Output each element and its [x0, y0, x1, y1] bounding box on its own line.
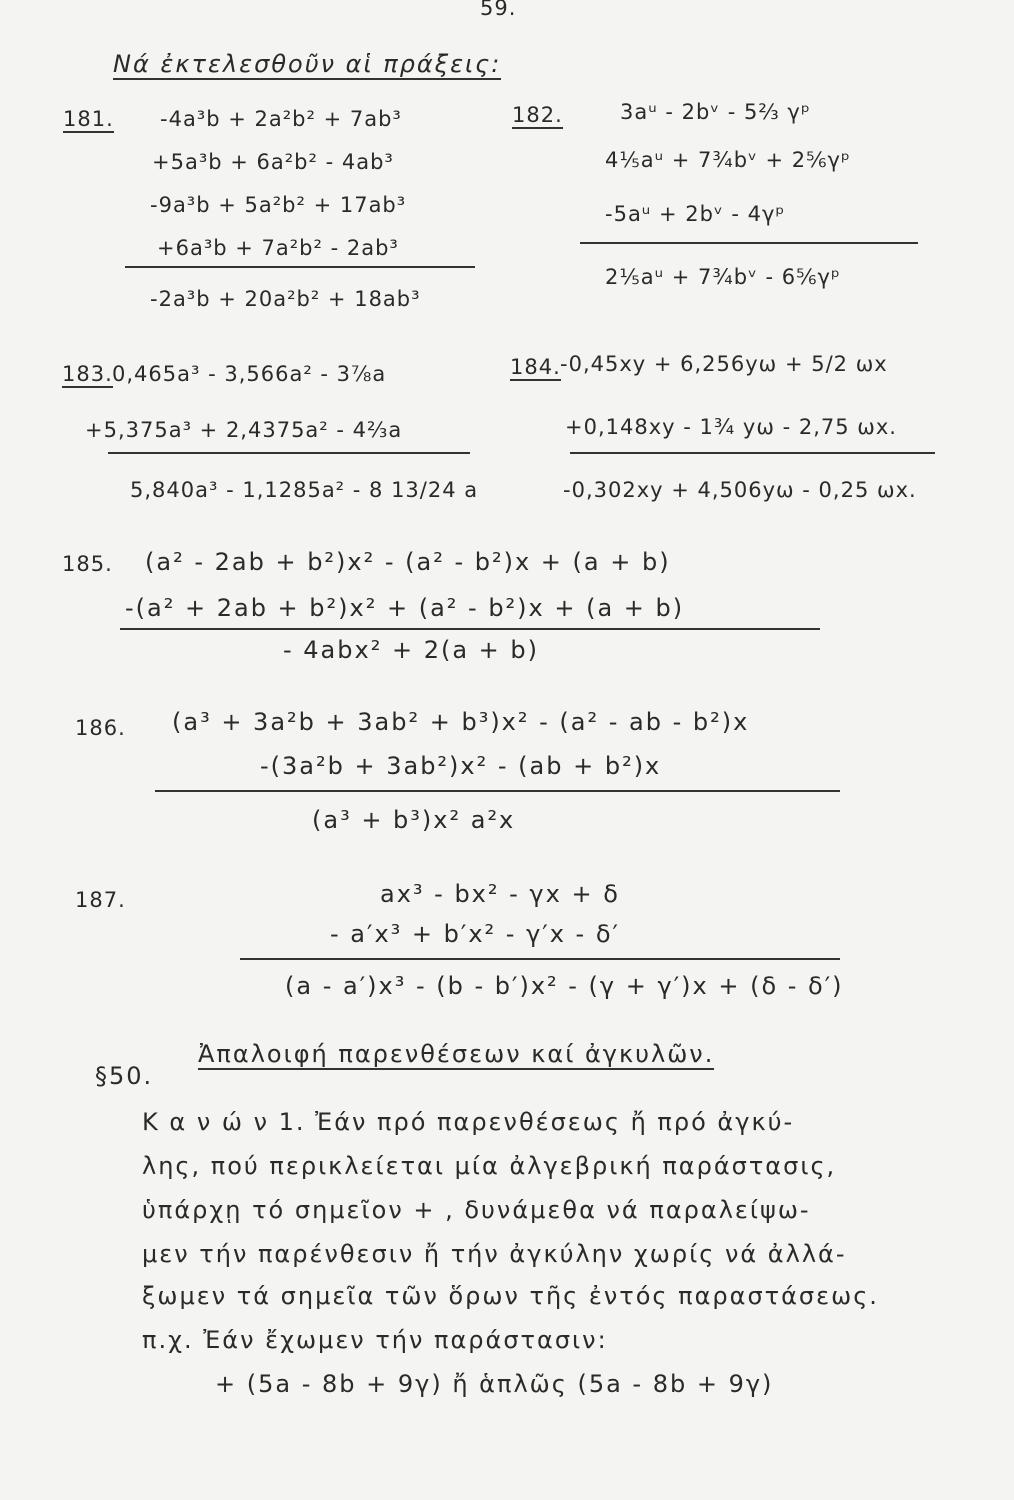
expression-line: -0,45xy + 6,256yω + 5/2 ωx [560, 352, 888, 376]
expression-line: -4a³b + 2a²b² + 7ab³ [160, 107, 402, 131]
expression-result: 2⅕aᵘ + 7¾bᵛ - 6⅚γᵖ [605, 265, 841, 289]
expression-line: -5aᵘ + 2bᵛ - 4γᵖ [605, 202, 786, 226]
exercise-heading: Νά ἐκτελεσθοῦν αἱ πράξεις: [113, 50, 502, 78]
exercise-label: 186. [75, 716, 126, 740]
rule-text-line: ξωμεν τά σημεῖα τῶν ὅρων τῆς ἐντός παραστάσεως. [142, 1282, 879, 1310]
sum-rule [240, 958, 840, 960]
rule-text-line: μεν τήν παρένθεσιν ἤ τήν ἀγκύλην χωρίς νά ἀλλά- [142, 1240, 847, 1268]
expression-line: +5,375a³ + 2,4375a² - 4⅔a [85, 418, 403, 442]
exercise-label: 182. [512, 103, 563, 127]
exercise-label: 184. [510, 355, 561, 379]
expression-result: (a³ + b³)x² a²x [312, 806, 516, 834]
expression-line: ax³ - bx² - γx + δ [380, 880, 620, 908]
expression-line: -(a² + 2ab + b²)x² + (a² - b²)x + (a + b) [125, 594, 685, 622]
expression-line: 4⅕aᵘ + 7¾bᵛ + 2⅚γᵖ [605, 148, 851, 172]
expression-result: - 4abx² + 2(a + b) [283, 636, 539, 664]
expression-line: -(3a²b + 3ab²)x² - (ab + b²)x [260, 752, 662, 780]
expression-line: +5a³b + 6a²b² - 4ab³ [152, 150, 394, 174]
expression-line: 3aᵘ - 2bᵛ - 5⅔ γᵖ [620, 100, 811, 124]
sum-rule [120, 628, 820, 630]
expression-result: (a - a′)x³ - (b - b′)x² - (γ + γ′)x + (δ - δ′) [285, 972, 844, 1000]
exercise-label: 181. [63, 107, 114, 131]
expression-line: - a′x³ + b′x² - γ′x - δ′ [330, 920, 620, 948]
exercise-label: 183. [62, 362, 113, 386]
expression-line: +6a³b + 7a²b² - 2ab³ [157, 236, 399, 260]
expression-line: -9a³b + 5a²b² + 17ab³ [150, 193, 407, 217]
sum-rule [125, 266, 475, 268]
rule-text-line: Κ α ν ώ ν 1. Ἐάν πρό παρενθέσεως ἤ πρό ἀγκύ- [142, 1108, 795, 1136]
rule-text-line: ὑπάρχῃ τό σημεῖον + , δυνάμεθα νά παραλείψω- [142, 1196, 811, 1224]
expression-result: -0,302xy + 4,506yω - 0,25 ωx. [563, 478, 917, 502]
sum-rule [108, 452, 470, 454]
expression-line: (a³ + 3a²b + 3ab² + b³)x² - (a² - ab - b²)x [172, 708, 750, 736]
rule-text-line: π.χ. Ἐάν ἔχωμεν τήν παράστασιν: [142, 1326, 608, 1354]
expression-result: 5,840a³ - 1,1285a² - 8 13/24 a [130, 478, 479, 502]
example-expression: + (5a - 8b + 9γ) ἤ ἁπλῶς (5a - 8b + 9γ) [215, 1370, 774, 1398]
expression-line: +0,148xy - 1¾ yω - 2,75 ωx. [565, 415, 897, 439]
rule-text-line: λης, πού περικλείεται μία ἀλγεβρική παράστασις, [142, 1152, 837, 1180]
expression-line: (a² - 2ab + b²)x² - (a² - b²)x + (a + b) [145, 548, 671, 576]
expression-line: 0,465a³ - 3,566a² - 3⅞a [112, 362, 387, 386]
page-number: 59. [480, 0, 517, 20]
sum-rule [155, 790, 840, 792]
expression-result: -2a³b + 20a²b² + 18ab³ [150, 287, 421, 311]
sum-rule [580, 242, 918, 244]
section-label: §50. [95, 1062, 154, 1090]
exercise-label: 187. [75, 888, 126, 912]
exercise-label: 185. [62, 552, 113, 576]
sum-rule [570, 452, 935, 454]
section-title: Ἀπαλοιφή παρενθέσεων καί ἀγκυλῶν. [198, 1040, 715, 1068]
